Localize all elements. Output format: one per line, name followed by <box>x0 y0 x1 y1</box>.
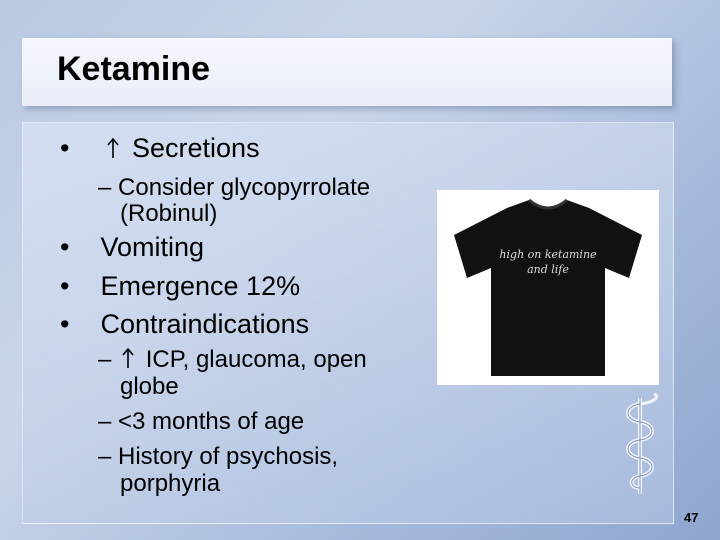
bullet-text: Contraindications <box>100 309 310 339</box>
caduceus-icon <box>610 390 670 500</box>
page-number: 47 <box>684 510 699 525</box>
up-arrow-icon <box>121 347 135 369</box>
sub-text: ICP, glaucoma, open <box>145 346 367 373</box>
sub-months: – <3 months of age <box>98 408 305 435</box>
up-arrow-icon <box>106 137 120 159</box>
bullet-vomiting <box>60 232 204 263</box>
sub-icp <box>98 346 367 374</box>
bullet-dot: • <box>60 232 70 262</box>
tshirt-image <box>437 190 659 385</box>
sub-consider-glycopyrrolate: – Consider glycopyrrolate <box>98 174 371 201</box>
tshirt-icon <box>437 190 659 385</box>
bullet-text: Vomiting <box>100 232 205 262</box>
bullet-dot: • <box>60 133 70 163</box>
bullet-contraindications <box>60 309 309 340</box>
slide-title: Ketamine <box>57 50 211 88</box>
title-bar <box>22 38 672 106</box>
bullet-text: Emergence 12% <box>100 271 301 301</box>
bullet-text: Secretions <box>132 133 260 163</box>
bullet-secretions <box>60 133 260 164</box>
bullet-dot: • <box>60 309 70 339</box>
bullet-dot: • <box>60 271 70 301</box>
sub-history: – History of psychosis, <box>98 443 339 470</box>
shirt-text-1: high on ketamine <box>499 248 597 261</box>
sub-porphyria: porphyria <box>120 470 221 497</box>
sub-globe: globe <box>120 373 179 400</box>
bullet-emergence <box>60 271 300 302</box>
shirt-text-2: and life <box>527 263 569 276</box>
sub-robinul: (Robinul) <box>120 200 218 227</box>
sub-dash: – <box>98 346 112 373</box>
